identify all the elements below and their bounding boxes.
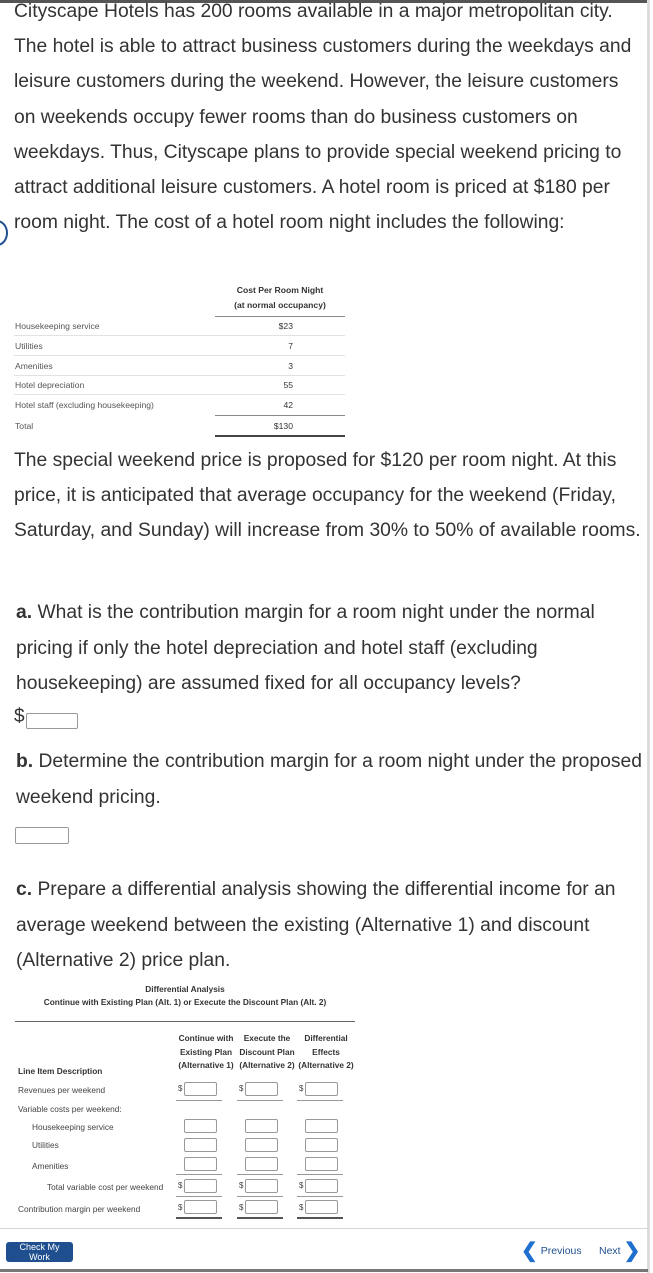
housekeeping-alt2-input[interactable] [245,1119,278,1133]
question-marker-circle [0,220,8,246]
utilities-diff-input[interactable] [305,1138,338,1152]
previous-label: Previous [540,1245,582,1257]
answer-b-input[interactable] [15,827,69,844]
row-utilities-label: Utilities [32,1140,59,1150]
total-double-rule [215,435,345,437]
utilities-alt1-input[interactable] [184,1138,217,1152]
revenues-alt1-input[interactable] [184,1082,217,1096]
previous-button[interactable] [521,1240,582,1262]
cost-row-label: Amenities [15,361,53,371]
cost-total-value: $130 [273,421,293,431]
contribution-alt2-input[interactable] [245,1200,278,1214]
answer-a-input[interactable] [26,713,78,729]
amenities-alt1-input[interactable] [184,1157,217,1171]
footer-bottom-border [0,1269,648,1272]
utilities-alt2-input[interactable] [245,1138,278,1152]
currency-sign: $ [299,1181,304,1190]
row-revenues-label: Revenues per weekend [18,1085,106,1095]
answer-a-currency: $ [14,706,25,727]
col-header-alt2 [235,1032,299,1073]
col3-line1: Differential [304,1033,348,1043]
row-divider [14,394,345,395]
total-variable-diff-input[interactable] [305,1179,338,1193]
question-c-letter: c. [16,879,33,900]
diff-title: Differential Analysis [145,984,225,994]
chevron-right-icon: ❯ [623,1240,641,1262]
cost-row-label: Hotel staff (excluding housekeeping) [15,400,154,410]
problem-intro: Cityscape Hotels has 200 rooms available in a major metropolitan city. The hotel is able to attract business customers during the weekdays and leisure customers during the weekend. However, the leisure customers on weekends occupy fewer rooms than do business customers on weekdays. Thus, Cityscape plans to provide special weekend pricing to attract additional leisure customers. A hotel room is priced at $180 per room night. The cost of a hotel room night includes the following: [14,1,632,234]
housekeeping-alt1-input[interactable] [184,1119,217,1133]
row-divider [14,375,345,376]
currency-sign: $ [239,1181,244,1190]
row-housekeeping-label: Housekeeping service [32,1122,114,1132]
cost-total-label: Total [15,421,34,431]
cost-row-value: 55 [283,380,293,390]
housekeeping-diff-input[interactable] [305,1119,338,1133]
cost-row-value: 7 [288,341,293,351]
currency-sign: $ [239,1084,244,1093]
currency-sign: $ [239,1203,244,1212]
footer-divider [0,1228,648,1229]
col1-line2: Existing Plan [179,1046,233,1057]
cell-underline [297,1100,343,1101]
cost-row-value: $23 [278,321,293,331]
col2-line1: Execute the [243,1033,291,1043]
amenities-alt2-input[interactable] [245,1157,278,1171]
cost-row-label: Utilities [15,341,43,351]
cell-underline [297,1196,343,1197]
currency-sign: $ [178,1181,183,1190]
cell-underline [176,1100,222,1101]
line-item-header: Line Item Description [18,1066,103,1076]
cell-underline [237,1196,283,1197]
col3-line2: Effects [312,1046,340,1057]
total-variable-alt1-input[interactable] [184,1179,217,1193]
row-variable-costs-label: Variable costs per weekend: [18,1104,122,1114]
row-divider [14,355,345,356]
cell-double-underline [297,1217,343,1219]
question-a [16,595,646,702]
contribution-diff-input[interactable] [305,1200,338,1214]
cost-row-label: Hotel depreciation [15,380,85,390]
next-label: Next [599,1245,621,1257]
question-c-text: Prepare a differential analysis showing the differential income for an average weekend between the existing (Alternative 1) and discount (Alternative 2) price plan. [16,879,616,971]
revenues-alt2-input[interactable] [245,1082,278,1096]
cell-underline [237,1100,283,1101]
next-button[interactable] [599,1240,640,1262]
chevron-left-icon: ❮ [521,1240,538,1262]
cell-double-underline [237,1217,283,1219]
cost-row-label: Housekeeping service [15,321,100,331]
col-header-diff [294,1032,358,1073]
cost-row-value: 3 [288,361,293,371]
cell-double-underline [176,1217,222,1219]
cost-header-line1: Cost Per Room Night [236,285,324,295]
cell-underline [297,1174,343,1175]
weekend-price-paragraph: The special weekend price is proposed for $120 per room night. At this price, it is anticipated that average occupancy for the weekend (Friday, Saturday, and Sunday) will increase from 30% to 50% of available rooms. [14,450,641,542]
row-divider [14,335,345,336]
col-header-alt1 [174,1032,238,1073]
cell-underline [176,1174,222,1175]
col1-line3: (Alternative 1) [178,1060,234,1070]
row-total-variable-label: Total variable cost per weekend [47,1182,164,1192]
total-variable-alt2-input[interactable] [245,1179,278,1193]
amenities-diff-input[interactable] [305,1157,338,1171]
question-b [16,744,646,815]
row-amenities-label: Amenities [32,1161,69,1171]
row-contribution-label: Contribution margin per weekend [18,1204,141,1214]
check-my-work-button[interactable]: Check My Work [6,1242,73,1262]
question-a-letter: a. [16,602,33,623]
cost-header-rule [215,316,345,317]
col2-line2: Discount Plan [239,1046,295,1057]
currency-sign: $ [178,1084,183,1093]
currency-sign: $ [299,1084,304,1093]
contribution-alt1-input[interactable] [184,1200,217,1214]
question-b-letter: b. [16,751,34,772]
diff-header-top-rule [15,1021,355,1022]
col2-line3: (Alternative 2) [239,1060,295,1070]
diff-subtitle: Continue with Existing Plan (Alt. 1) or Execute the Discount Plan (Alt. 2) [43,997,327,1007]
question-b-text: Determine the contribution margin for a room night under the proposed weekend pricing. [16,751,642,808]
question-a-text: What is the contribution margin for a room night under the normal pricing if only the hotel depreciation and hotel staff (excluding housekeeping) are assumed fixed for all occupancy levels? [16,602,595,694]
cost-header-line2: (at normal occupancy) [234,300,326,310]
right-scrollbar[interactable] [647,0,650,1273]
subtotal-rule [215,415,345,416]
revenues-diff-input[interactable] [305,1082,338,1096]
cost-row-value: 42 [283,400,293,410]
col1-line1: Continue with [178,1033,234,1043]
cell-underline [237,1174,283,1175]
currency-sign: $ [178,1203,183,1212]
question-c [16,872,646,979]
col3-line3: (Alternative 2) [298,1060,354,1070]
currency-sign: $ [299,1203,304,1212]
cell-underline [176,1196,222,1197]
